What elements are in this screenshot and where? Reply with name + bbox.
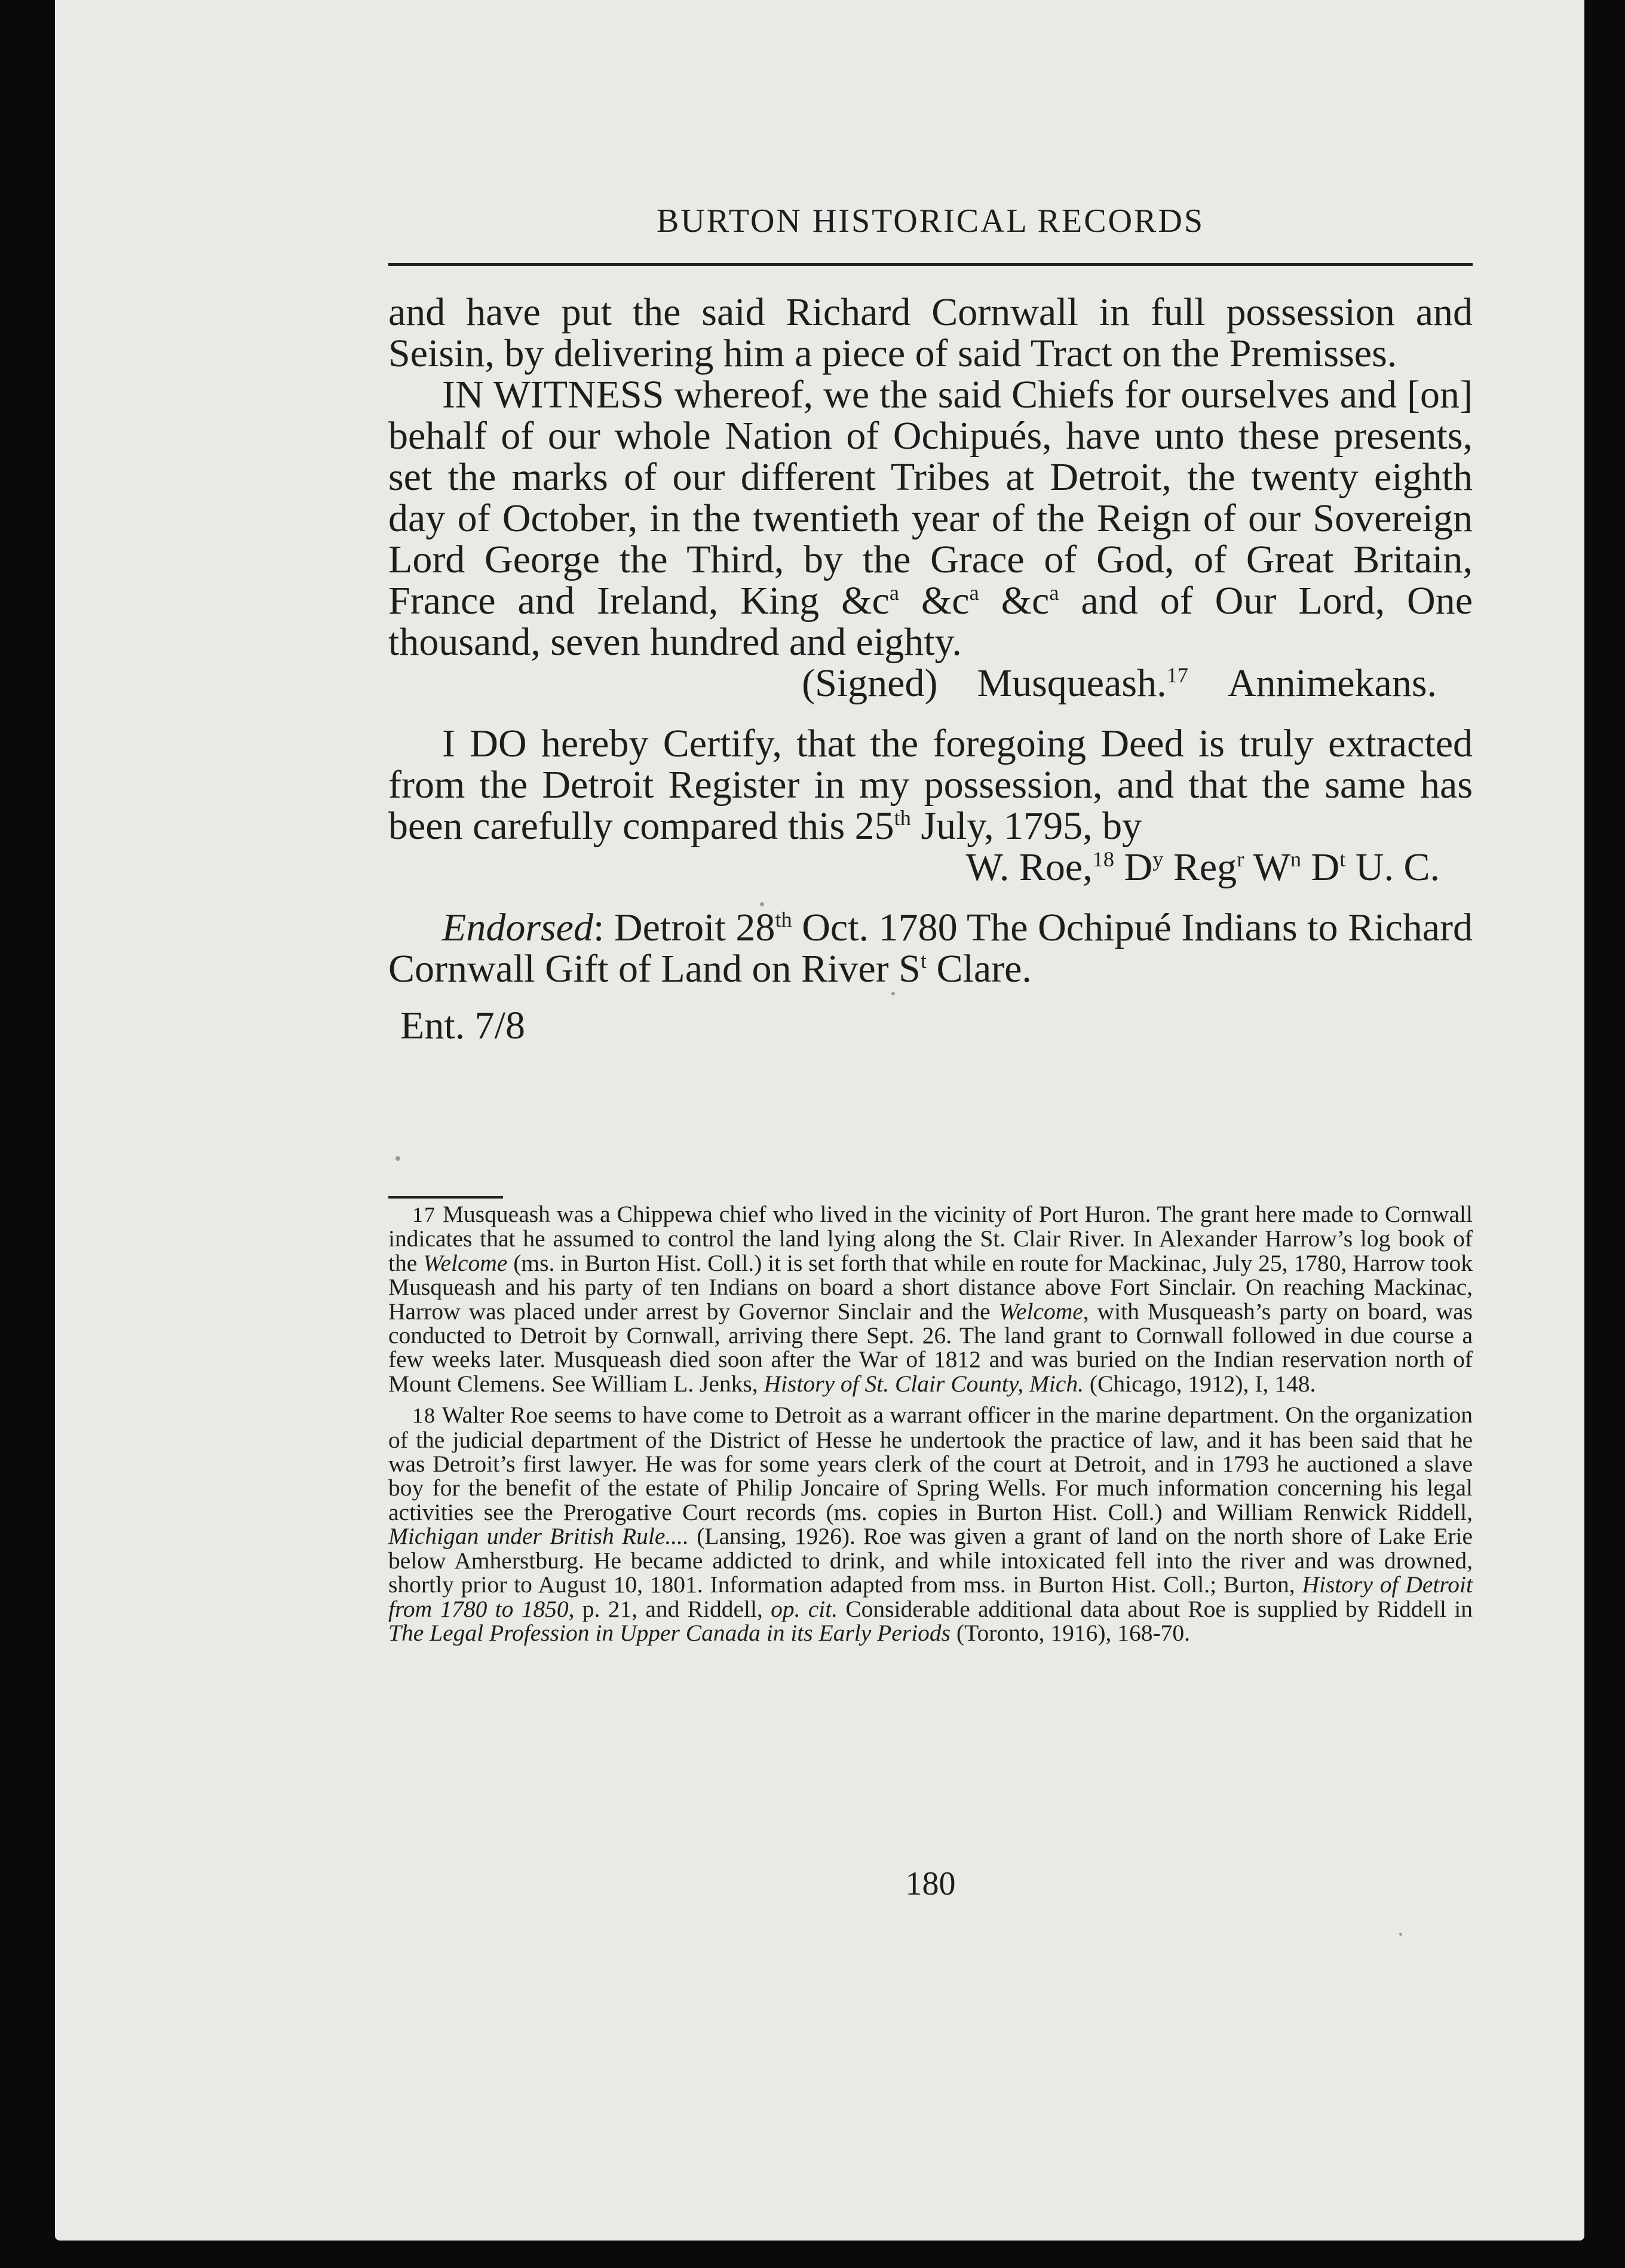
registrar-line	[388, 847, 1473, 888]
certify-sup: th	[894, 806, 911, 830]
footnote-text: (Lansing, 1926). Roe was given a grant of land on the north shore of Lake Erie below Amherstburg. He became addicted to drink, and while intoxicated fell into the river and was drowned, shortly prior to August 10, 1801. Information adapted from mss. in Burton Hist. Coll.; Burton,	[388, 1523, 1473, 1598]
witness-text-end: and of Our Lord, One thousand, seven hundred and eighty.	[388, 579, 1473, 664]
paragraph-certify	[388, 723, 1473, 847]
header-rule	[388, 263, 1473, 266]
endorsed-text: Detroit 28	[614, 906, 775, 949]
signed-label: (Signed)	[802, 661, 938, 705]
footnote-text: , p. 21, and Riddell,	[568, 1595, 771, 1622]
footnote-text: Musqueash was a Chippewa chief who lived in the vicinity of Port Huron. The grant here made to Cornwall indicates that he assumed to control the land lying along the St. Clair River. In Alexander Harrow’s log book of the	[388, 1201, 1473, 1276]
footnote-text: , with Musqueash’s party on board, was conducted to Detroit by Cornwall, arriving there Sept. 26. The land grant to Cornwall followed in due course a few weeks later. Musqueash died soon after the War of 1812 and was buried on the Indian reservation north of Mount Clemens. See William L. Jenks,	[388, 1298, 1473, 1397]
registrar-name: W. Roe,	[965, 845, 1093, 889]
signer-name: Musqueash.	[977, 661, 1167, 705]
endorsed-text: Clare.	[936, 947, 1032, 991]
endorsed-sup: t	[920, 949, 927, 973]
endorsed-sup: th	[775, 908, 792, 931]
title-abbrev-sup: t	[1339, 847, 1346, 871]
footnote-italic: History of Detroit from 1780 to 1850	[388, 1571, 1473, 1622]
footnote-text: (Toronto, 1916), 168-70.	[951, 1619, 1191, 1646]
paragraph-possession: and have put the said Richard Cornwall in full possession and Seisin, by delivering him a piece of said Tract on the Premisses.	[388, 290, 1473, 375]
etc-abbrev: &c	[841, 579, 890, 623]
title-abbrev-sup: y	[1152, 847, 1164, 871]
endorsed-text: Oct. 1780 The Ochipué Indians to Richard Cornwall Gift of Land on River S	[388, 906, 1473, 991]
title-abbrev: Reg	[1173, 845, 1237, 889]
footnote-text: Considerable additional data about Roe is supplied by Riddell in	[838, 1595, 1473, 1622]
footnote-italic: History of St. Clair County, Mich.	[764, 1370, 1084, 1397]
paper-speck	[1399, 1933, 1402, 1936]
footnote-italic: The Legal Profession in Upper Canada in its Early Periods	[388, 1619, 951, 1646]
certify-text: I DO hereby Certify, that the foregoing Deed is truly extracted from the Detroit Register in my possession, and that the same has been carefully compared this 25	[388, 722, 1473, 848]
signer-tribe: Annimekans.	[1227, 661, 1437, 705]
footnote-number: 18	[412, 1403, 436, 1428]
endorsed-colon: :	[593, 906, 605, 949]
etc-sup: a	[1049, 581, 1059, 605]
footnote-italic: Welcome	[998, 1298, 1083, 1325]
etc-sup: a	[889, 581, 899, 605]
entry-number: Ent. 7/8	[400, 1004, 525, 1047]
paragraph-witness	[388, 374, 1473, 663]
page-number: 180	[905, 1865, 956, 1902]
footnote-18	[388, 1403, 1473, 1645]
footnote-rule	[388, 1196, 503, 1199]
paragraph-endorsed	[388, 907, 1473, 989]
title-abbrev: D	[1311, 845, 1340, 889]
title-abbrev: U. C.	[1355, 845, 1440, 889]
footnote-text: Walter Roe seems to have come to Detroit as a warrant officer in the marine department. On the organization of the judicial department of the District of Hesse he undertook the practice of law, and it has been said that he was Detroit’s first lawyer. He was for some years clerk of the court at Detroit, and in 1793 he auctioned a slave boy for the benefit of the estate of Philip Joncaire of Spring Wells. For much information concerning his legal activities see the Prerogative Court records (ms. copies in Burton Hist. Coll.) and William Renwick Riddell,	[388, 1402, 1473, 1525]
certify-text-end: July, 1795, by	[910, 804, 1142, 848]
footnote-italic: op. cit.	[771, 1595, 838, 1622]
signature-line	[388, 663, 1473, 704]
endorsed-label: Endorsed	[442, 906, 593, 949]
paper-speck	[395, 1156, 400, 1161]
footnote-italic: Michigan under British Rule....	[388, 1523, 689, 1550]
title-abbrev: W	[1253, 845, 1290, 889]
footnote-number: 17	[412, 1203, 436, 1227]
title-abbrev-sup: r	[1237, 847, 1244, 871]
footnote-text: (ms. in Burton Hist. Coll.) it is set forth that while en route for Mackinac, July 25, 1780, Harrow took Musqueash and his party of ten Indians on board a short distance above Fort Sinclair. On reaching Mackinac, Harrow was placed under arrest by Governor Sinclair and the	[388, 1249, 1473, 1325]
etc-sup: a	[969, 581, 979, 605]
title-abbrev: D	[1124, 845, 1153, 889]
running-header: BURTON HISTORICAL RECORDS	[657, 203, 1204, 240]
title-abbrev-sup: n	[1290, 847, 1302, 871]
footnote-17	[388, 1202, 1473, 1396]
etc-abbrev: &c	[1001, 579, 1050, 623]
etc-abbrev: &c	[921, 579, 970, 623]
footnote-text: (Chicago, 1912), I, 148.	[1083, 1370, 1316, 1397]
footnote-ref-17[interactable]: 17	[1166, 663, 1188, 687]
footnote-ref-18[interactable]: 18	[1092, 847, 1115, 871]
footnotes	[388, 1202, 1473, 1645]
witness-text: IN WITNESS whereof, we the said Chiefs for ourselves and [on] behalf of our whole Nation of Ochipués, have unto these presents, set the marks of our different Tribes at Detroit, the twenty eighth day of October, in the twentieth year of the Reign of our Sovereign Lord George the Third, by the Grace of God, of Great Britain, France and Ireland, King	[388, 373, 1473, 623]
footnote-italic: Welcome	[423, 1249, 508, 1276]
main-text	[388, 292, 1473, 1046]
